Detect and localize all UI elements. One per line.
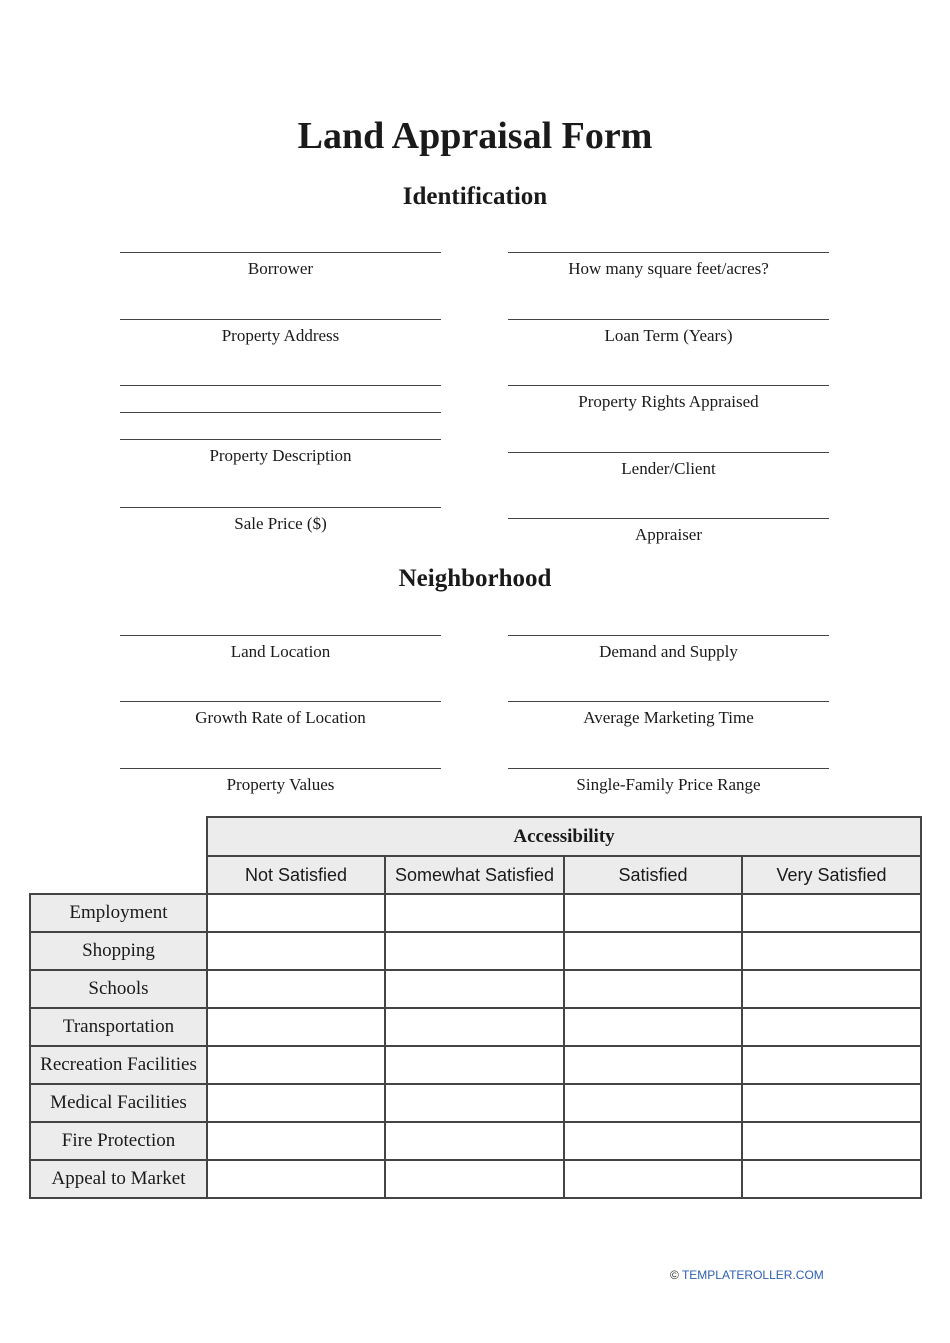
rating-cell[interactable] — [564, 894, 742, 932]
footer-brand-link[interactable]: TEMPLATEROLLER.COM — [681, 1268, 824, 1282]
row-header: Recreation Facilities — [30, 1046, 207, 1084]
rating-cell[interactable] — [207, 1084, 385, 1122]
blank-line[interactable] — [120, 319, 441, 320]
table-corner — [30, 817, 207, 856]
rating-cell[interactable] — [564, 1046, 742, 1084]
rating-cell[interactable] — [207, 1046, 385, 1084]
table-row — [30, 1046, 921, 1084]
field-borrower[interactable] — [120, 252, 441, 279]
row-header: Shopping — [30, 932, 207, 970]
row-header: Transportation — [30, 1008, 207, 1046]
footer-copyright — [670, 1268, 824, 1282]
field-land-location[interactable] — [120, 635, 441, 662]
field-label: Appraiser — [634, 525, 703, 544]
table-row — [30, 932, 921, 970]
row-header: Schools — [30, 970, 207, 1008]
column-header-satisfied: Satisfied — [564, 856, 742, 894]
rating-cell[interactable] — [385, 1084, 564, 1122]
table-row — [30, 970, 921, 1008]
table-row — [30, 1160, 921, 1198]
table-row — [30, 894, 921, 932]
rating-cell[interactable] — [385, 1122, 564, 1160]
table-title: Accessibility — [207, 817, 921, 856]
rating-cell[interactable] — [742, 970, 921, 1008]
rating-cell[interactable] — [207, 894, 385, 932]
field-appraiser[interactable] — [508, 518, 829, 545]
table-row — [30, 1084, 921, 1122]
table-row — [30, 1122, 921, 1160]
field-sale-price[interactable] — [120, 507, 441, 534]
rating-cell[interactable] — [385, 932, 564, 970]
rating-cell[interactable] — [207, 932, 385, 970]
blank-line[interactable] — [120, 439, 441, 440]
rating-cell[interactable] — [564, 1160, 742, 1198]
blank-line[interactable] — [120, 385, 441, 386]
rating-cell[interactable] — [207, 970, 385, 1008]
field-loan-term[interactable] — [508, 319, 829, 346]
blank-line[interactable] — [508, 768, 829, 769]
field-property-description[interactable] — [120, 385, 441, 466]
field-label: Average Marketing Time — [583, 708, 754, 727]
field-label: Single-Family Price Range — [576, 775, 761, 794]
rating-cell[interactable] — [564, 1122, 742, 1160]
field-demand-supply[interactable] — [508, 635, 829, 662]
blank-line[interactable] — [508, 518, 829, 519]
column-header-not-satisfied: Not Satisfied — [207, 856, 385, 894]
field-single-family-price-range[interactable] — [508, 768, 829, 795]
field-label: Property Values — [226, 775, 335, 794]
blank-line[interactable] — [508, 701, 829, 702]
row-header: Medical Facilities — [30, 1084, 207, 1122]
table-column-header-row — [30, 856, 921, 894]
row-header: Employment — [30, 894, 207, 932]
blank-line[interactable] — [120, 252, 441, 253]
blank-line[interactable] — [120, 507, 441, 508]
rating-cell[interactable] — [385, 894, 564, 932]
rating-cell[interactable] — [385, 1160, 564, 1198]
rating-cell[interactable] — [564, 1084, 742, 1122]
blank-line[interactable] — [508, 319, 829, 320]
blank-line[interactable] — [120, 768, 441, 769]
copyright-symbol: © — [670, 1268, 679, 1282]
rating-cell[interactable] — [385, 1046, 564, 1084]
section-title-identification: Identification — [402, 183, 548, 210]
rating-cell[interactable] — [564, 932, 742, 970]
field-label: Property Description — [209, 446, 352, 465]
field-label: Demand and Supply — [599, 642, 738, 661]
row-header: Fire Protection — [30, 1122, 207, 1160]
field-label: Sale Price ($) — [234, 514, 327, 533]
column-header-very-satisfied: Very Satisfied — [742, 856, 921, 894]
rating-cell[interactable] — [742, 1084, 921, 1122]
rating-cell[interactable] — [564, 1008, 742, 1046]
field-label: Land Location — [230, 642, 331, 661]
page-title: Land Appraisal Form — [297, 115, 653, 157]
table-row — [30, 1008, 921, 1046]
field-average-marketing-time[interactable] — [508, 701, 829, 728]
field-label: How many square feet/acres? — [568, 259, 769, 278]
rating-cell[interactable] — [207, 1160, 385, 1198]
section-title-neighborhood: Neighborhood — [398, 565, 552, 592]
blank-line[interactable] — [508, 252, 829, 253]
field-label: Borrower — [247, 259, 314, 278]
column-header-somewhat-satisfied: Somewhat Satisfied — [385, 856, 564, 894]
blank-line[interactable] — [508, 635, 829, 636]
field-square-feet-acres[interactable] — [508, 252, 829, 279]
field-label: Growth Rate of Location — [195, 708, 366, 727]
table-header-row — [30, 817, 921, 856]
blank-line[interactable] — [508, 452, 829, 453]
rating-cell[interactable] — [207, 1008, 385, 1046]
rating-cell[interactable] — [385, 1008, 564, 1046]
field-label: Property Rights Appraised — [578, 392, 759, 411]
rating-cell[interactable] — [385, 970, 564, 1008]
blank-line[interactable] — [120, 635, 441, 636]
field-label: Loan Term (Years) — [604, 326, 733, 345]
rating-cell[interactable] — [742, 1122, 921, 1160]
blank-line[interactable] — [120, 412, 441, 413]
table-corner — [30, 856, 207, 894]
rating-cell[interactable] — [564, 970, 742, 1008]
field-label: Lender/Client — [621, 459, 716, 478]
field-property-values[interactable] — [120, 768, 441, 795]
rating-cell[interactable] — [742, 1160, 921, 1198]
field-label: Property Address — [221, 326, 340, 345]
row-header: Appeal to Market — [30, 1160, 207, 1198]
blank-line[interactable] — [508, 385, 829, 386]
field-lender-client[interactable] — [508, 452, 829, 479]
rating-cell[interactable] — [742, 1046, 921, 1084]
rating-cell[interactable] — [742, 932, 921, 970]
blank-line[interactable] — [120, 701, 441, 702]
rating-cell[interactable] — [742, 894, 921, 932]
field-growth-rate[interactable] — [120, 701, 441, 728]
rating-cell[interactable] — [207, 1122, 385, 1160]
field-property-address[interactable] — [120, 319, 441, 346]
field-property-rights-appraised[interactable] — [508, 385, 829, 412]
rating-cell[interactable] — [742, 1008, 921, 1046]
accessibility-table — [29, 816, 922, 1199]
